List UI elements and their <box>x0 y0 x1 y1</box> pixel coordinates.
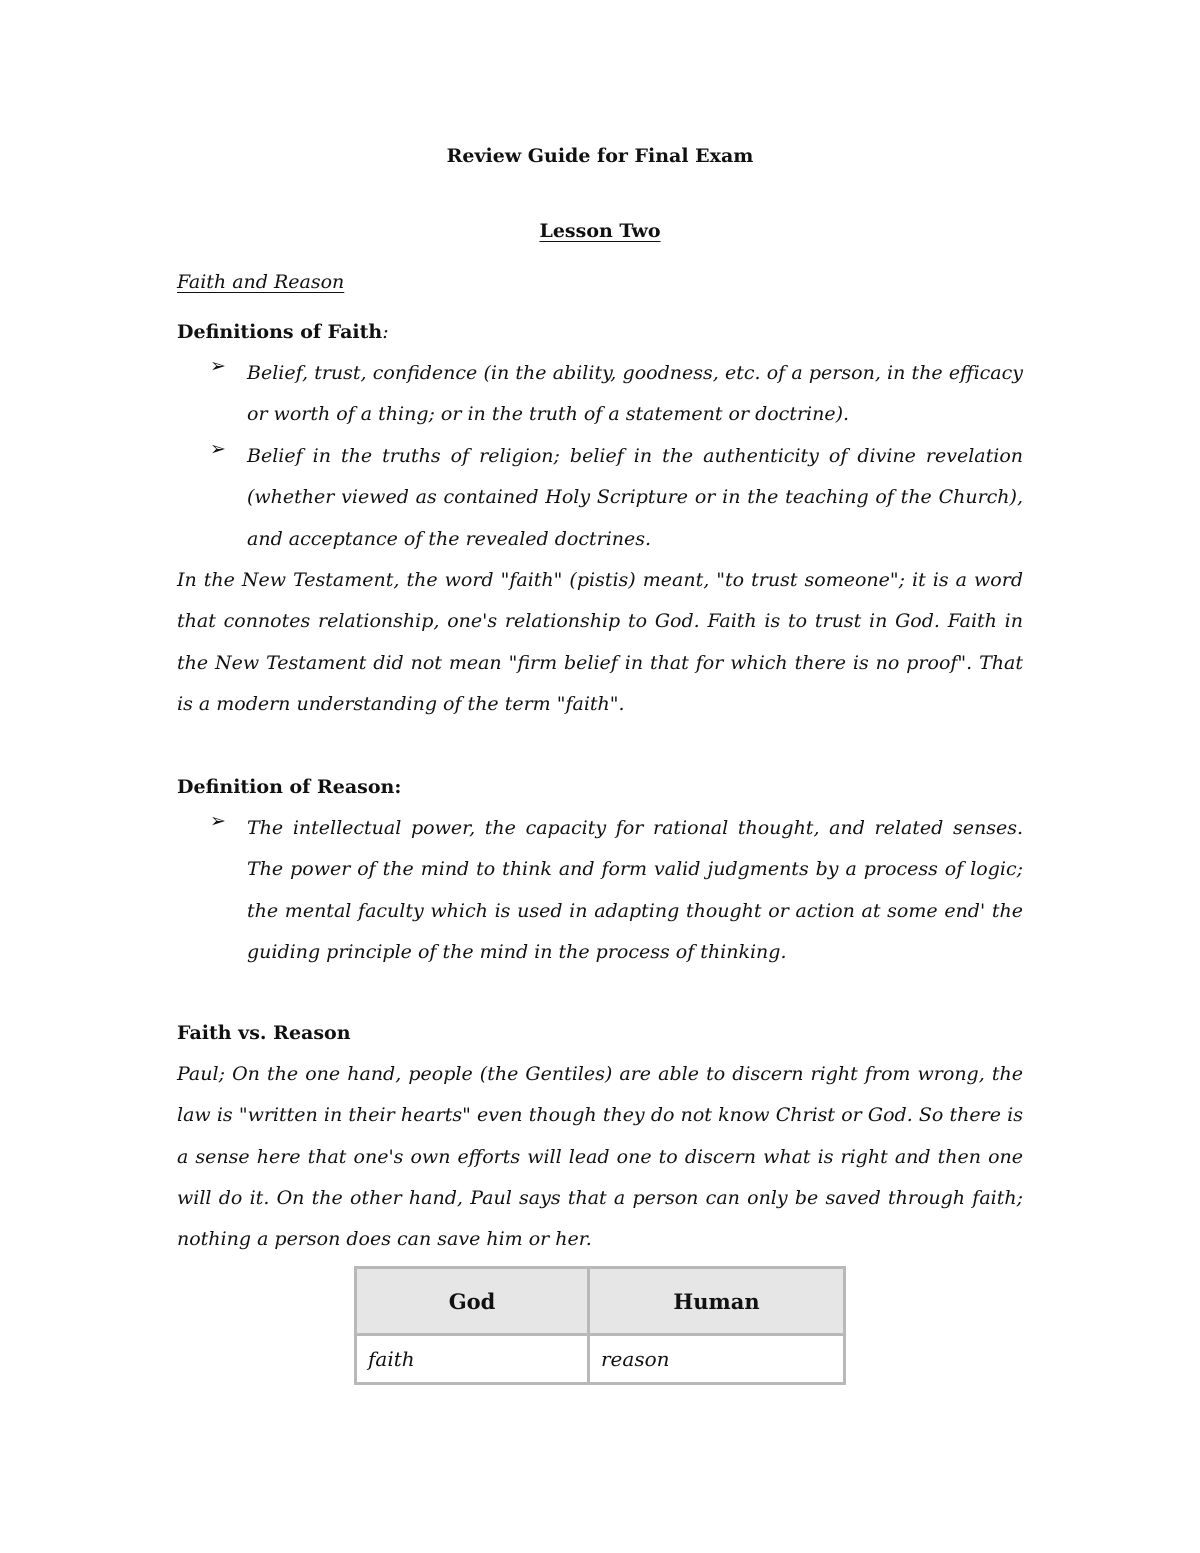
faith-defs-heading-colon: : <box>382 321 389 343</box>
arrow-bullet-icon: ➢ <box>210 355 226 377</box>
faith-bullet-1-text: Belief, trust, confidence (in the ability, goodness, etc. of a person, in the efficacy or worth of a thing; or in the truth of a statement or doctrine). <box>247 362 1023 426</box>
faith-defs-heading-wrap <box>177 321 389 343</box>
table-header-god: God <box>356 1268 589 1335</box>
god-human-table <box>354 1266 846 1385</box>
lesson-heading: Lesson Two <box>539 220 661 242</box>
faith-bullet-2-text: Belief in the truths of religion; belief in the authenticity of divine revelation (whether viewed as contained Holy Scripture or in the teaching of the Church), and acceptance of the revealed doctrines. <box>247 445 1023 550</box>
table-header-row <box>356 1268 845 1335</box>
reason-bullet-1-text: The intellectual power, the capacity for rational thought, and related senses. The power of the mind to think and form valid judgments by a process of logic; the mental faculty which is used in adapting thought or action at some end' the guiding principle of the mind in the process of thinking. <box>247 817 1023 963</box>
faith-paragraph: In the New Testament, the word "faith" (pistis) meant, "to trust someone"; it is a word that connotes relationship, one's relationship to God. Faith is to trust in God. Faith in the New Testament did not mean "firm belief in that for which there is no proof". That is a modern understanding of the term "faith". <box>177 569 1023 715</box>
table-header-human: Human <box>589 1268 845 1335</box>
arrow-bullet-icon: ➢ <box>210 810 226 832</box>
table-cell-faith: faith <box>356 1335 589 1384</box>
faith-defs-heading: Definitions of Faith <box>177 321 383 343</box>
table-cell-reason: reason <box>589 1335 845 1384</box>
section-title: Faith and Reason <box>177 271 345 293</box>
reason-def-heading: Definition of Reason: <box>177 776 402 798</box>
faith-vs-reason-heading: Faith vs. Reason <box>177 1022 351 1044</box>
document-title: Review Guide for Final Exam <box>446 145 754 167</box>
table-row <box>356 1335 845 1384</box>
faith-vs-reason-paragraph: Paul; On the one hand, people (the Gentiles) are able to discern right from wrong, the law is "written in their hearts" even though they do not know Christ or God. So there is a sense here that one's own efforts will lead one to discern what is right and then one will do it. On the other hand, Paul says that a person can only be saved through faith; nothing a person does can save him or her. <box>177 1063 1023 1251</box>
lesson-heading-wrap <box>0 220 1200 242</box>
arrow-bullet-icon: ➢ <box>210 438 226 460</box>
section-title-wrap <box>177 271 344 293</box>
